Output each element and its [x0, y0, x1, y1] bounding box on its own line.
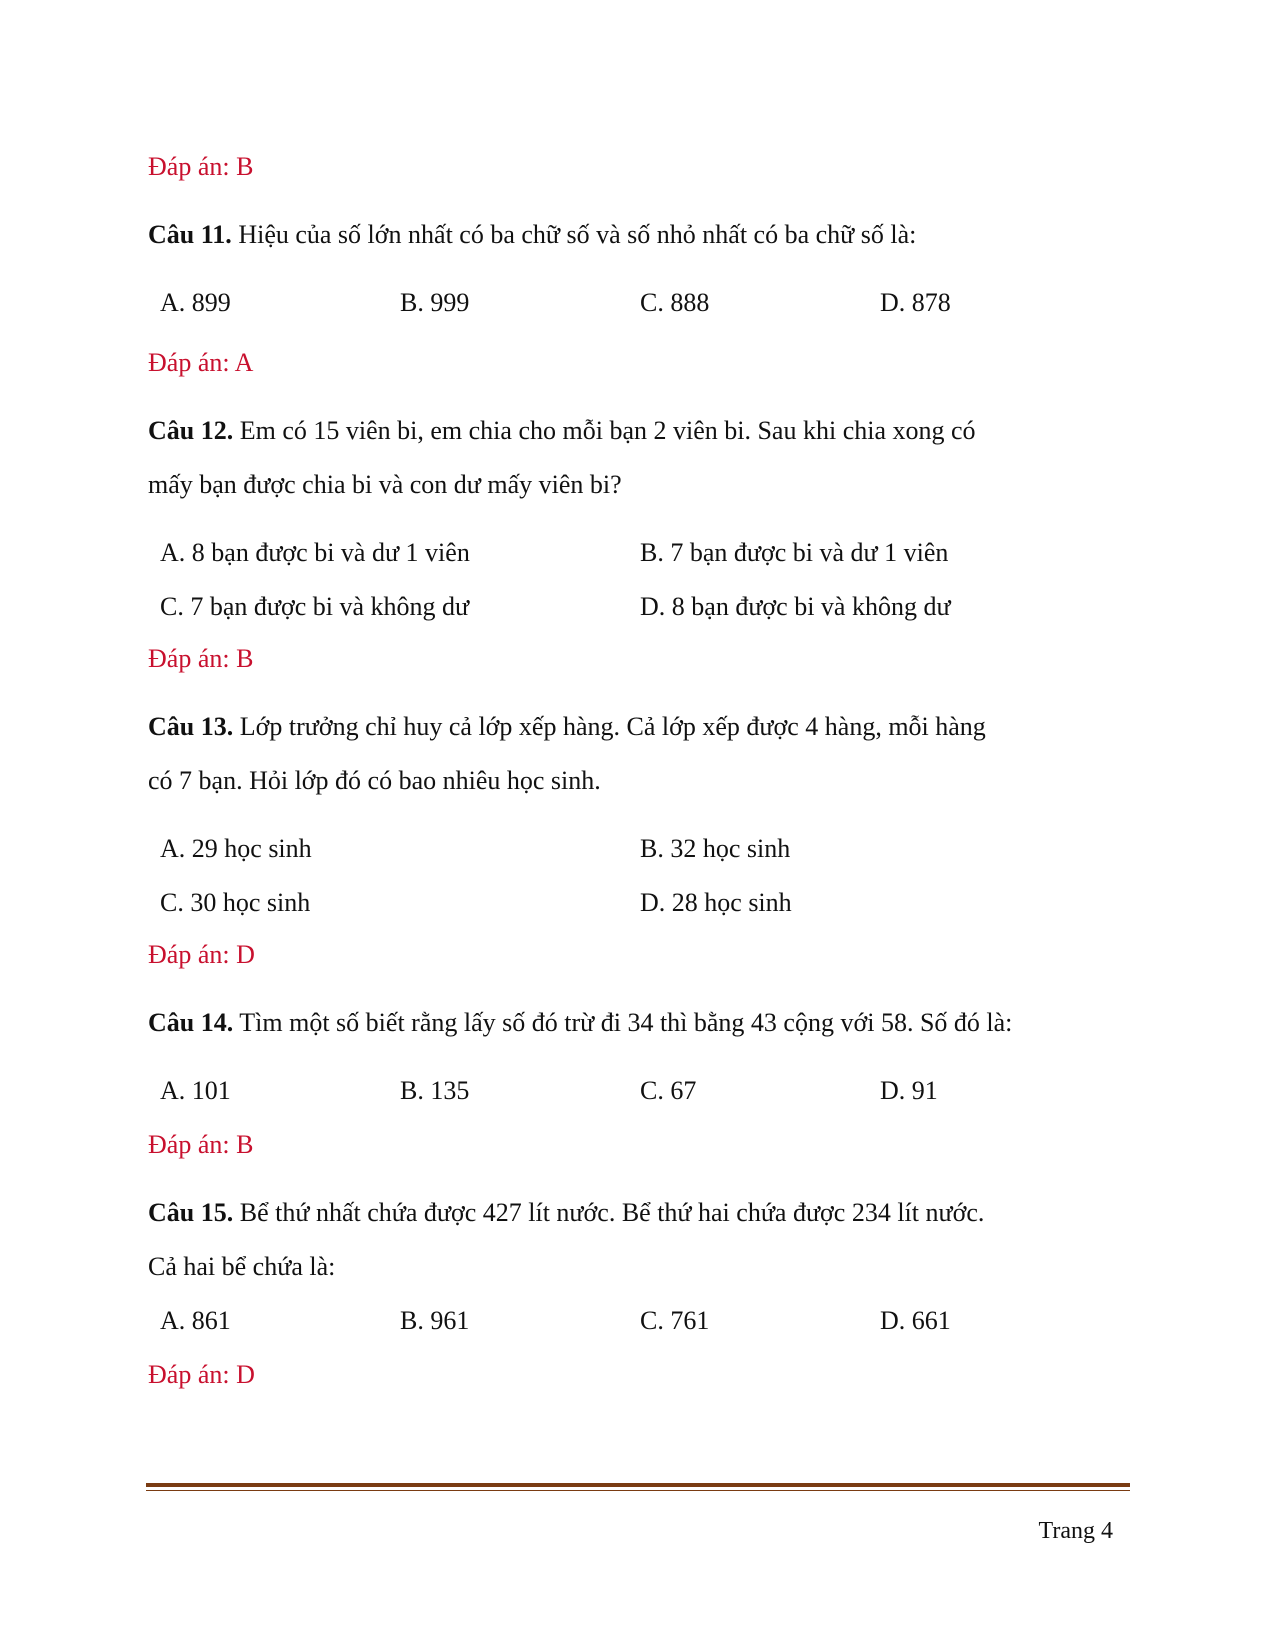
q13-option-b: B. 32 học sinh [640, 834, 791, 863]
q15-option-b: B. 961 [400, 1306, 470, 1335]
q13-option-a: A. 29 học sinh [160, 834, 312, 863]
page-number: Trang 4 [1038, 1518, 1113, 1544]
question-12-text: Em có 15 viên bi, em chia cho mỗi bạn 2 viên bi. Sau khi chia xong có [233, 416, 976, 445]
q15-option-a: A. 861 [160, 1306, 231, 1335]
q11-option-c: C. 888 [640, 288, 710, 317]
question-15-line1 [148, 1198, 984, 1228]
q11-option-d: D. 878 [880, 288, 951, 317]
q15-option-c: C. 761 [640, 1306, 710, 1335]
question-13-label: Câu 13. [148, 712, 234, 741]
question-15-line2: Cả hai bể chứa là: [148, 1252, 336, 1281]
footer-rule-thick [146, 1483, 1130, 1487]
question-15-text: Bể thứ nhất chứa được 427 lít nước. Bể thứ hai chứa được 234 lít nước. [233, 1198, 985, 1227]
question-13-line2: có 7 bạn. Hỏi lớp đó có bao nhiêu học sinh. [148, 766, 601, 795]
answer-q13: Đáp án: D [148, 940, 255, 969]
q14-option-d: D. 91 [880, 1076, 938, 1105]
q11-option-a: A. 899 [160, 288, 231, 317]
question-11-label: Câu 11. [148, 220, 232, 249]
q14-option-b: B. 135 [400, 1076, 470, 1105]
question-12-line2: mấy bạn được chia bi và con dư mấy viên bi? [148, 470, 622, 499]
q13-option-d: D. 28 học sinh [640, 888, 792, 917]
question-14 [148, 1008, 1012, 1038]
q13-option-c: C. 30 học sinh [160, 888, 311, 917]
answer-q12: Đáp án: B [148, 644, 254, 673]
q12-option-d: D. 8 bạn được bi và không dư [640, 592, 951, 621]
q14-option-c: C. 67 [640, 1076, 697, 1105]
answer-q15: Đáp án: D [148, 1360, 255, 1389]
question-11 [148, 220, 916, 250]
q14-option-a: A. 101 [160, 1076, 231, 1105]
q11-option-b: B. 999 [400, 288, 470, 317]
footer-rule-thin [146, 1490, 1130, 1491]
question-14-text: Tìm một số biết rằng lấy số đó trừ đi 34 thì bằng 43 cộng với 58. Số đó là: [233, 1008, 1013, 1037]
q12-option-b: B. 7 bạn được bi và dư 1 viên [640, 538, 949, 567]
question-14-label: Câu 14. [148, 1008, 234, 1037]
answer-q10: Đáp án: B [148, 152, 254, 181]
question-11-text: Hiệu của số lớn nhất có ba chữ số và số nhỏ nhất có ba chữ số là: [231, 220, 917, 249]
q15-option-d: D. 661 [880, 1306, 951, 1335]
question-13-line1 [148, 712, 986, 742]
question-12-label: Câu 12. [148, 416, 234, 445]
answer-q14: Đáp án: B [148, 1130, 254, 1159]
question-12-line1 [148, 416, 976, 446]
question-13-text: Lớp trưởng chỉ huy cả lớp xếp hàng. Cả lớp xếp được 4 hàng, mỗi hàng [233, 712, 986, 741]
answer-q11: Đáp án: A [148, 348, 254, 377]
q12-option-a: A. 8 bạn được bi và dư 1 viên [160, 538, 470, 567]
question-15-label: Câu 15. [148, 1198, 234, 1227]
q12-option-c: C. 7 bạn được bi và không dư [160, 592, 470, 621]
